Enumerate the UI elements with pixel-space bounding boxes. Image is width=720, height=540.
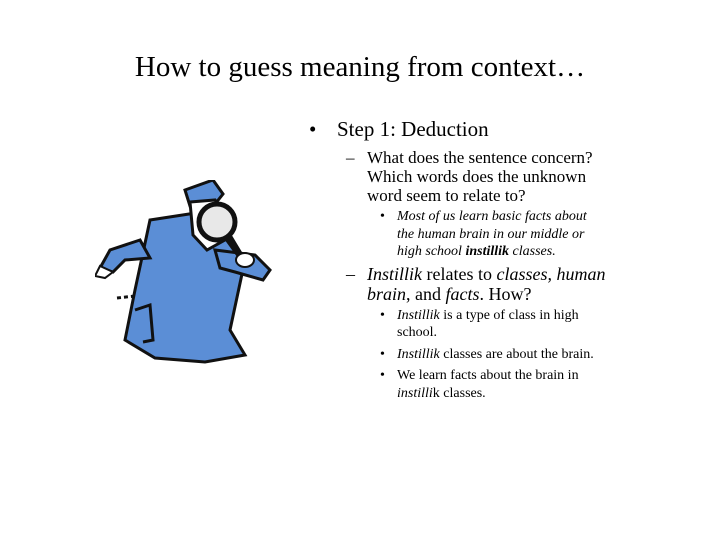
- example-line-3: high school instillik classes.: [397, 244, 556, 259]
- bullet-glyph: •: [380, 347, 385, 362]
- bullet-glyph: •: [309, 117, 317, 141]
- example-line-1: Most of us learn basic facts about: [397, 209, 587, 224]
- step-heading: Step 1: Deduction: [337, 117, 489, 141]
- question-line-3: word seem to relate to?: [367, 186, 526, 205]
- bullet-glyph: •: [380, 209, 385, 224]
- sub-point-1-line-1: Instillik is a type of class in high: [397, 308, 579, 323]
- slide-title: How to guess meaning from context…: [134, 51, 586, 83]
- sub-point-3-line-2: instillik classes.: [397, 386, 486, 401]
- dash-glyph: –: [346, 148, 355, 167]
- example-line-2: the human brain in our middle or: [397, 227, 585, 242]
- bullet-glyph: •: [380, 308, 385, 323]
- relation-line-2: brain, and facts. How?: [367, 284, 532, 304]
- sub-point-3-line-1: We learn facts about the brain in: [397, 368, 579, 383]
- bullet-glyph: •: [380, 368, 385, 383]
- sub-point-1-line-2: school.: [397, 325, 438, 340]
- relation-line-1: Instillik relates to classes, human: [367, 264, 606, 284]
- question-line-1: What does the sentence concern?: [367, 148, 593, 167]
- sub-point-2: Instillik classes are about the brain.: [397, 347, 594, 362]
- question-line-2: Which words does the unknown: [367, 167, 587, 186]
- dash-glyph: –: [346, 264, 355, 284]
